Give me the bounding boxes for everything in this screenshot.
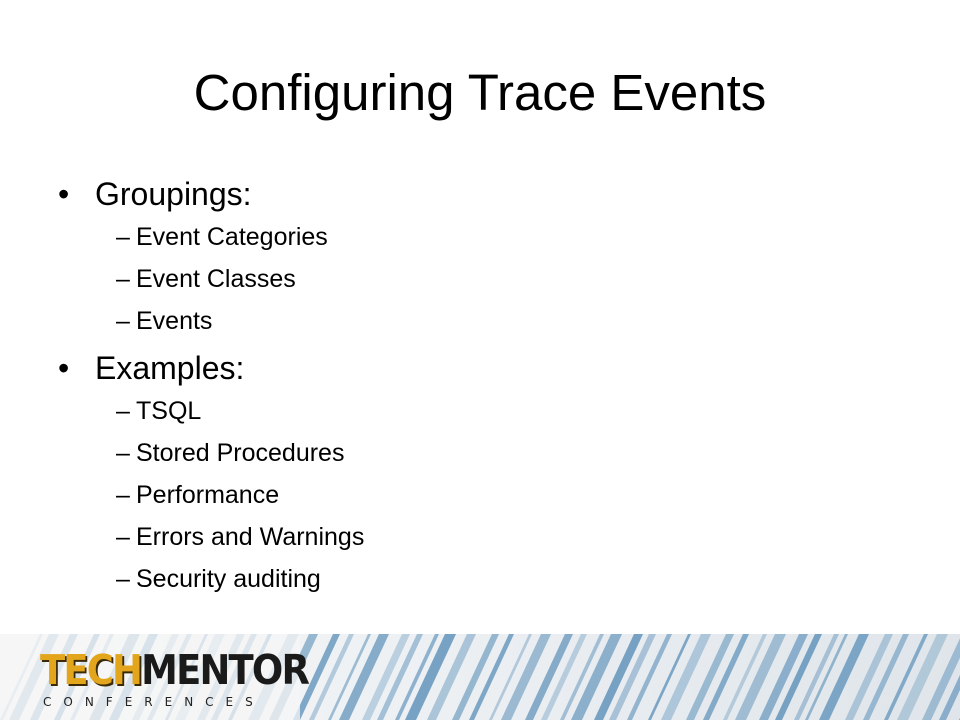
dash-icon: – [116, 481, 130, 509]
dash-icon: – [116, 565, 130, 593]
techmentor-logo [40, 646, 309, 709]
sub-list-examples [58, 390, 918, 600]
sub-bullet-label: Event Classes [136, 265, 296, 293]
sub-bullet-label: Stored Procedures [136, 439, 345, 467]
dash-icon: – [116, 523, 130, 551]
bullet-icon: • [58, 176, 70, 212]
stripe [501, 634, 551, 720]
bullet-groupings [58, 172, 918, 216]
sub-bullet [58, 258, 918, 300]
sub-bullet-label: Security auditing [136, 565, 321, 593]
sub-bullet [58, 558, 918, 600]
bullet-examples [58, 346, 918, 390]
bullet-label: Groupings: [95, 176, 252, 212]
dash-icon: – [116, 307, 130, 335]
sub-bullet [58, 216, 918, 258]
bullet-icon: • [58, 350, 70, 386]
sub-list-groupings [58, 216, 918, 342]
bullet-label: Examples: [95, 350, 245, 386]
logo-wordmark: TECHMENTOR [40, 646, 309, 694]
dash-icon: – [116, 397, 130, 425]
sub-bullet [58, 474, 918, 516]
logo-subtitle: CONFERENCES [43, 695, 265, 709]
sub-bullet [58, 300, 918, 342]
footer-band [0, 634, 960, 720]
sub-bullet-label: TSQL [136, 397, 202, 425]
sub-bullet-label: Event Categories [136, 223, 328, 251]
dash-icon: – [116, 439, 130, 467]
sub-bullet [58, 432, 918, 474]
sub-bullet [58, 516, 918, 558]
bullet-list [58, 172, 918, 600]
sub-bullet-label: Errors and Warnings [136, 523, 365, 551]
dash-icon: – [116, 223, 130, 251]
slide-title: Configuring Trace Events [193, 64, 767, 121]
sub-bullet [58, 390, 918, 432]
sub-bullet-label: Performance [136, 481, 280, 509]
dash-icon: – [116, 265, 130, 293]
sub-bullet-label: Events [136, 307, 213, 335]
